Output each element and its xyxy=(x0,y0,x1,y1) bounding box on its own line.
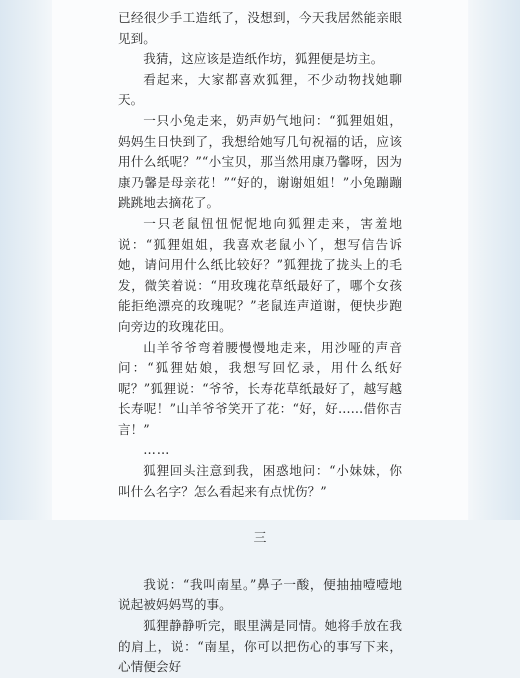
page-margin-right xyxy=(462,0,520,520)
paragraph: 狐狸回头注意到我，困惑地问：“小妹妹，你叫什么名字？怎么看起来有点忧伤？” xyxy=(118,463,402,499)
page-margin-left xyxy=(0,0,58,520)
paragraph: 我说：“我叫南星。”鼻子一酸，便抽抽噎噎地说起被妈妈骂的事。 xyxy=(118,576,402,613)
paragraph: 山羊爷爷弯着腰慢慢地走来，用沙哑的声音问：“狐狸姑娘，我想写回忆录，用什么纸好呢？”狐狸说：“爷爷，长寿花草纸最好了，越写越长寿呢！”山羊爷爷笑开了花：“好，好……借你吉言！” xyxy=(118,339,402,437)
ellipsis-line: …… xyxy=(143,442,171,458)
paragraph: 我猜，这应该是造纸作坊，狐狸便是坊主。 xyxy=(143,51,384,67)
page-text-body xyxy=(118,8,402,678)
section-heading: 三 xyxy=(253,531,267,547)
paragraph: 狐狸静静听完，眼里满是同情。她将手放在我的肩上，说：“南星，你可以把伤心的事写下来，心情便会好 xyxy=(118,618,402,675)
paragraph: 一只老鼠忸忸怩怩地向狐狸走来，害羞地说：“狐狸姐姐，我喜欢老鼠小丫，想写信告诉她，请问用什么纸比较好？”狐狸拢了拢头上的毛发，微笑着说：“用玫瑰花草纸最好了，哪个女孩能拒绝漂亮的玫瑰呢？”老鼠连声道谢，便快步跑向旁边的玫瑰花田。 xyxy=(118,215,402,334)
paragraph: 一只小兔走来，奶声奶气地问：“狐狸姐姐，妈妈生日快到了，我想给她写几句祝福的话，应该用什么纸呢？”“小宝贝，那当然用康乃馨呀，因为康乃馨是母亲花！”“好的，谢谢姐姐！”小兔蹦蹦跳跳地去摘花了。 xyxy=(118,112,402,211)
paragraph: 看起来，大家都喜欢狐狸，不少动物找她聊天。 xyxy=(118,71,402,108)
text-line-continuation: 已经很少手工造纸了，没想到，今天我居然能亲眼见到。 xyxy=(118,10,402,46)
